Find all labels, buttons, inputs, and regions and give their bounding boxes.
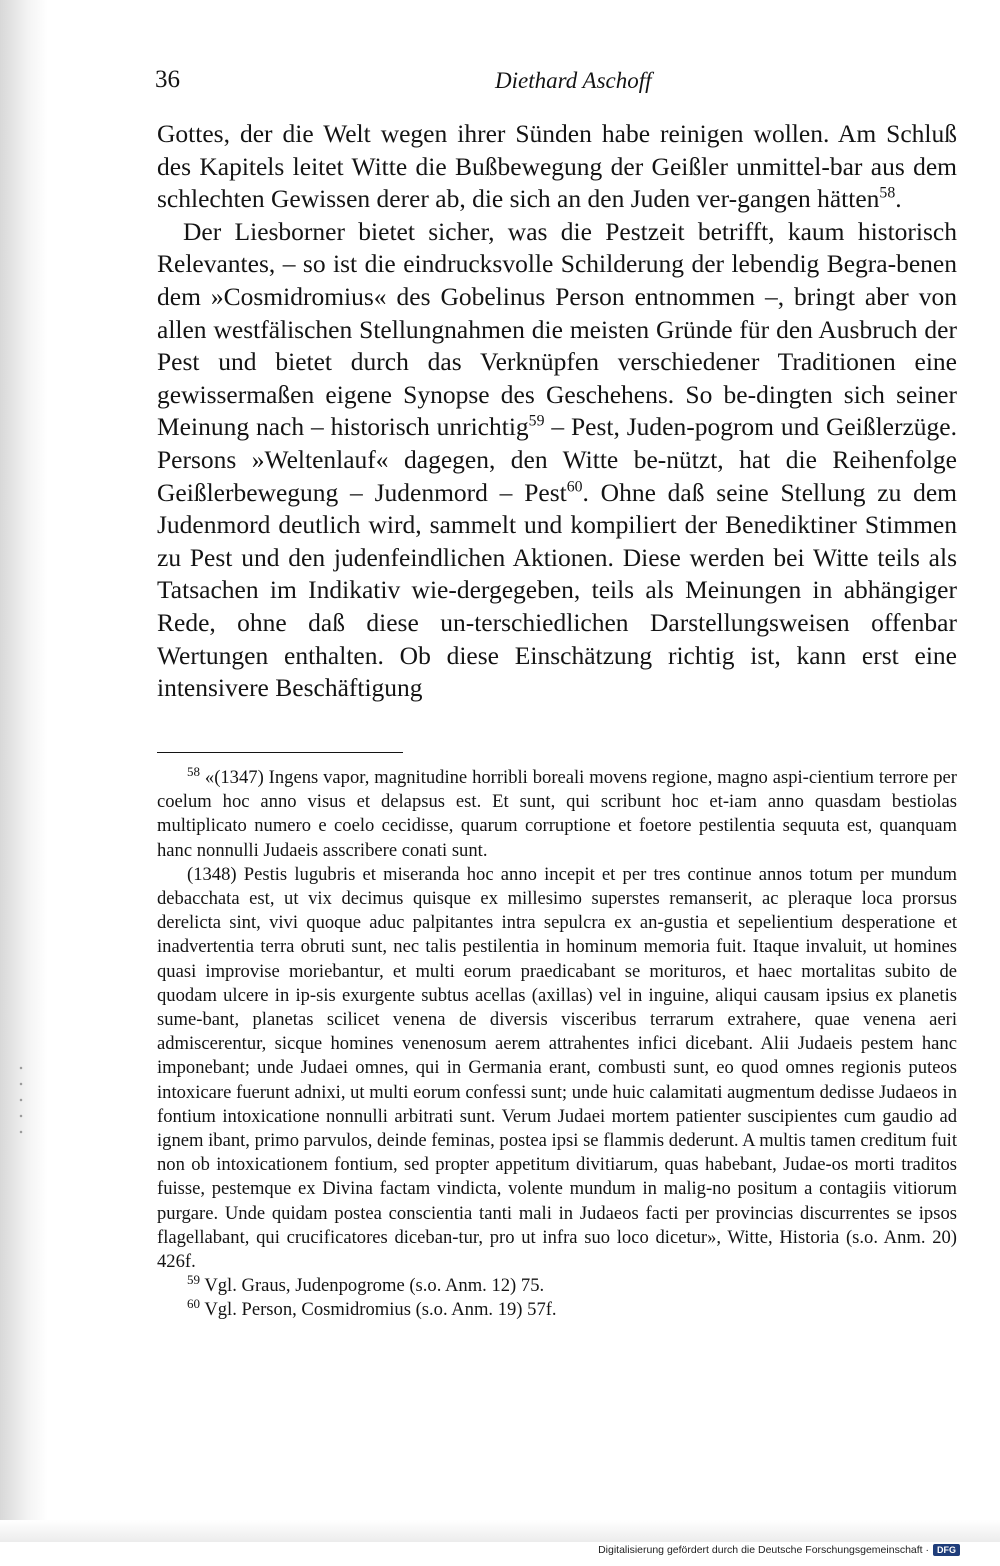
footnote-rule xyxy=(157,752,403,753)
footnote-58-text-a: «(1347) Ingens vapor, magnitudine horribli boreali movens regione, magno aspi-cientium terrore per coelum hoc anno visus et delapsus est. Et sunt, qui scribunt hoc et-iam anno quasdam bestiolas multiplicato numero e coelo cecidisse, quarum corruptione et foetore pestilentia sequuta est, quanquam hanc nonnulli Judaeis asscribere conati sunt. xyxy=(157,767,957,861)
paragraph-2-part-b: – Pest, Juden-pogrom und Geißlerzüge. Persons »Weltenlauf« dagegen, den Witte be-nützt, hat die Reihenfolge Geißlerbewegung – Judenmord – Pest xyxy=(157,412,957,507)
footnote-60 xyxy=(157,1298,957,1322)
footnote-60-number: 60 xyxy=(187,1296,201,1312)
page-bottom-shadow xyxy=(0,1520,1000,1542)
footnote-58-text-b: (1348) Pestis lugubris et miseranda hoc anno incepit et per tres continue annos totum per mundum debacchata est, ut vix decimus quisque ex millesimo superstes remanserit, ac pleraque loca prorsus derelicta sint, vivi quoque aduc palpitantes intra sepulcra ex an-gustia et sepelientium desperatione et inadvertentia terra obruti sunt, nec talis pestilentia in hominum memoria fuit. Itaque invaluit, ut homines quasi improvise moriebantur, et multi eorum praedicabant se morituros, et haec mortalitas subito de quodam ulcere in ip-sis exurgente subtus acellas (axillas) vel in inguine, aliqui causam ipsius ex planetis sume-bant, planetas scilicet venena de diversis visceribus terrarum extrahere, quae venena aeri admiscerentur, sicque homines venenosum aerem attrahentes infici dicebant. Alii Judaeis pestem hanc imponebant; unde Judaei omnes, qui in Germania erant, combusti sunt, eo quod omnes regionis puteos intoxicare fuerunt adnixi, ut multi eorum confessi sunt; unde huic calamitati augmentum dedisse Judaeos in fontium intoxicatione nonnulli arbitrati sunt. Verum Judaei mortem patienter suscipientes cum gaudio ad ignem ibant, primo parvulos, deinde feminas, postea ipsi se flammis dederunt. A multis tamen creditum fuit non ob intoxicationem fontium, sed propter appetitum divitiarum, quas habebant, Judae-os morti traditos fuisse, pestemque ex Divina factam vindicta, volente mundum in malig-no positum a contagiis vitiorum purgare. Unde quidam postea conscientia tanti mali in Judaeos facti per provincias discurrentes se ipsos flagellabant, qui crucificatores diceban-tur, pro ut infra suo loco dicetur», Witte, Historia (s.o. Anm. 20) 426f. xyxy=(157,863,957,1273)
footnote-59 xyxy=(157,1274,957,1298)
body-text xyxy=(157,118,957,705)
footnote-60-text: Vgl. Person, Cosmidromius (s.o. Anm. 19) 57f. xyxy=(200,1299,557,1321)
footnote-58-continued xyxy=(157,863,957,1274)
credit-text: Digitalisierung gefördert durch die Deutsche Forschungsgemeinschaft · xyxy=(598,1544,929,1556)
paragraph-1-end: . xyxy=(895,184,902,214)
footnotes xyxy=(157,763,957,1323)
footnote-58-number: 58 xyxy=(187,763,201,779)
paragraph-2-part-a: Der Liesborner bietet sicher, was die Pestzeit betrifft, kaum historisch Relevantes, – so ist die eindrucksvolle Schilderung der lebendig Begra-benen dem »Cosmidromius« des Gobelinus Person entnommen –, bringt aber von allen westfälischen Stellungnahmen die meisten Gründe für den Ausbruch der Pest und bietet durch das Verknüpfen verschiedener Traditionen eine gewissermaßen eigene Synopse des Geschehens. So be-dingten sich seiner Meinung nach – historisch unrichtig xyxy=(157,216,957,442)
footnote-59-number: 59 xyxy=(187,1272,201,1288)
paragraph-2 xyxy=(157,216,957,705)
dfg-logo: DFG xyxy=(933,1544,960,1556)
footnote-58 xyxy=(157,763,957,863)
footnote-ref-59[interactable]: 59 xyxy=(528,412,545,430)
running-head xyxy=(155,66,955,102)
page-edge-shadow xyxy=(0,0,48,1540)
paragraph-1-text: Gottes, der die Welt wegen ihrer Sünden habe reinigen wollen. Am Schluß des Kapitels leitet Witte die Bußbewegung der Geißler unmittel-bar aus dem schlechten Gewissen derer ab, die sich an den Juden ver-gangen hätten xyxy=(157,119,957,214)
footnote-ref-58[interactable]: 58 xyxy=(879,184,896,202)
scan-artifact xyxy=(18,1060,24,1140)
footnote-ref-60[interactable]: 60 xyxy=(566,478,583,496)
paragraph-2-part-c: . Ohne daß seine Stellung zu dem Judenmord deutlich wird, sammelt und kompiliert der Benediktiner Stimmen zu Pest und den judenfeindlichen Aktionen. Diese werden bei Witte teils als Tatsachen im Indikativ wie-dergegeben, teils als Meinungen in abhängiger Rede, ohne daß diese un-terschiedlichen Darstellungsweisen offenbar Wertungen enthalten. Ob diese Einschätzung richtig ist, kann erst eine intensivere Beschäftigung xyxy=(157,477,957,703)
page-number: 36 xyxy=(155,66,180,93)
running-author: Diethard Aschoff xyxy=(495,68,652,93)
digitization-credit xyxy=(598,1544,960,1556)
footnote-59-text: Vgl. Graus, Judenpogrome (s.o. Anm. 12) 75. xyxy=(200,1275,545,1297)
paragraph-1 xyxy=(157,118,957,216)
